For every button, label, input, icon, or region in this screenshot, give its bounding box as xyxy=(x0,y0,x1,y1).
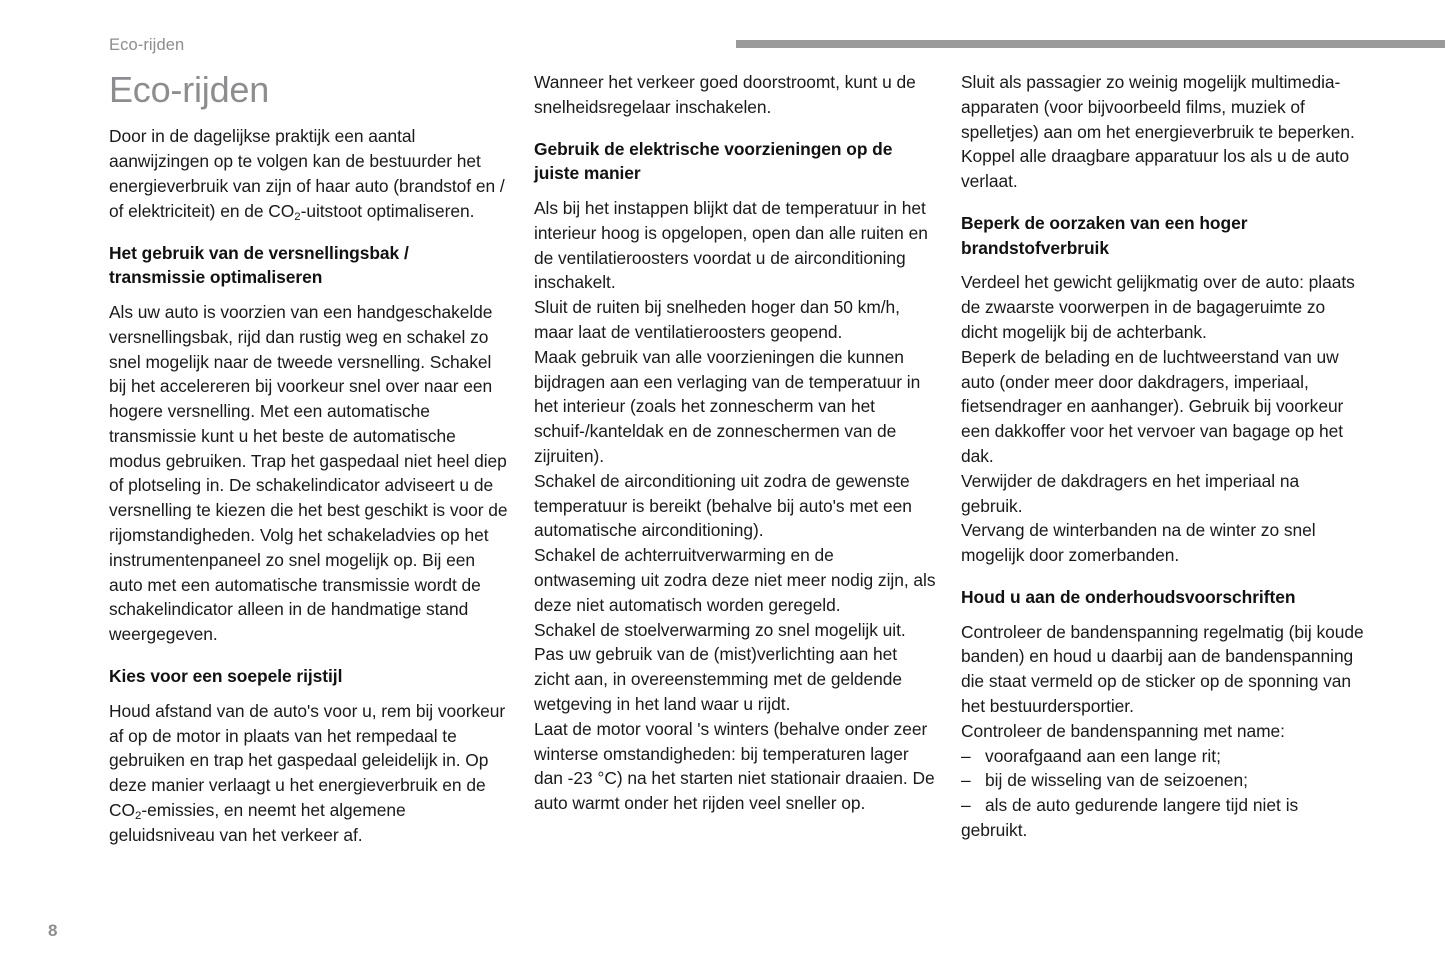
paragraph-engine-idle: Laat de motor vooral 's winters (behalve onder zeer winterse omstandigheden: bij temperaturen lager dan -23 °C) na het starten niet stationair draaien. De auto warmt onder het rijden veel sneller op. xyxy=(534,718,935,814)
dash-bullet-icon: – xyxy=(961,795,971,816)
list-item xyxy=(961,768,1365,793)
paragraph-winter-tyres: Vervang de winterbanden na de winter zo snel mogelijk door zomerbanden. xyxy=(961,520,1316,566)
paragraph-interior-temperature: Als bij het instappen blijkt dat de temperatuur in het interieur hoog is opgelopen, open dan alle ruiten en de ventilatieroosters voordat u de airconditioning inschakelt. xyxy=(534,198,928,293)
dash-bullet-icon: – xyxy=(961,770,971,791)
paragraph-rear-demist: Schakel de achterruitverwarming en de ontwaseming uit zodra deze niet meer nodig zijn, als deze niet automatisch worden geregeld. xyxy=(534,545,936,615)
column-right xyxy=(961,70,1365,848)
list-item-label: als de auto gedurende langere tijd niet is xyxy=(985,795,1299,816)
page-footer xyxy=(0,903,1445,963)
paragraph-smooth-driving xyxy=(109,699,509,848)
list-item-label: bij de wisseling van de seizoenen; xyxy=(985,770,1248,791)
paragraph-cruise-control: Wanneer het verkeer goed doorstroomt, kunt u de snelheidsregelaar inschakelen. xyxy=(534,72,916,117)
list-item xyxy=(961,793,1365,818)
column-left xyxy=(109,70,509,848)
paragraph-check-pressure-intro: Controleer de bandenspanning met name: xyxy=(961,720,1285,741)
section-heading-electrical: Gebruik de elektrische voorzieningen op de juiste manier xyxy=(534,138,893,184)
paragraph-seat-heating: Schakel de stoelverwarming zo snel mogelijk uit. xyxy=(534,619,906,640)
running-head: Eco-rijden xyxy=(109,36,185,54)
dash-bullet-icon: – xyxy=(961,745,971,766)
paragraph-weight-distribution: Verdeel het gewicht gelijkmatig over de auto: plaats de zwaarste voorwerpen in de bagageruimte zo dicht mogelijk bij de achterbank. xyxy=(961,272,1355,342)
co2-subscript: 2 xyxy=(294,210,301,223)
content-columns xyxy=(0,70,1445,848)
paragraph-smooth-driving-text-a: Houd afstand van de auto's voor u, rem bij voorkeur af op de motor in plaats van het rempedaal te gebruiken en trap het gaspedaal geleidelijk in. Op deze manier verlaagt u het energieverbruik en de CO xyxy=(109,700,506,820)
paragraph-unplug-devices: Koppel alle draagbare apparatuur los als u de auto verlaat. xyxy=(961,146,1350,192)
paragraph-tyre-pressure: Controleer de bandenspanning regelmatig (bij koude banden) en houd u daarbij aan de bandenspanning die staat vermeld op de sticker op de sponning van het bestuurdersportier. xyxy=(961,621,1364,717)
paragraph-aircon-off: Schakel de airconditioning uit zodra de gewenste temperatuur is bereikt (behalve bij auto's met een automatische airconditioning). xyxy=(534,470,912,541)
paragraph-load-drag: Beperk de belading en de luchtweerstand van uw auto (onder meer door dakdragers, imperiaal, fietsendrager en aanhanger). Gebruik bij voorkeur een dakkoffer voor het vervoer van bagage op het dak. xyxy=(961,346,1344,466)
list-item xyxy=(961,744,1365,769)
paragraph-intro-text-a: Door in de dagelijkse praktijk een aantal aanwijzingen op te volgen kan de bestuurder het energieverbruik van zijn of haar auto (brandstof en / of elektriciteit) en de CO xyxy=(109,126,505,221)
section-heading-fuel-causes: Beperk de oorzaken van een hoger brandstofverbruik xyxy=(961,212,1248,258)
section-heading-gearbox: Het gebruik van de versnellingsbak / transmissie optimaliseren xyxy=(109,242,409,288)
tyre-pressure-check-list xyxy=(961,744,1365,818)
paragraph-intro xyxy=(109,124,509,223)
header-rule xyxy=(736,40,1445,48)
page-title: Eco-rijden xyxy=(109,69,270,110)
paragraph-close-windows: Sluit de ruiten bij snelheden hoger dan 50 km/h, maar laat de ventilatieroosters geopend. xyxy=(534,297,900,342)
paragraph-gearbox: Als uw auto is voorzien van een handgeschakelde versnellingsbak, rijd dan rustig weg en schakel zo snel mogelijk naar de tweede versnelling. Schakel bij het accelereren bij voorkeur snel over naar een hogere versnelling. Met een automatische transmissie kunt u het beste de automatische modus gebruiken. Trap het gaspedaal niet heel diep of plotseling in. De schakelindicator adviseert u de versnelling te kiezen die het best geschikt is voor de rijomstandigheden. Volg het schakeladvies op het instrumentenpaneel zo snel mogelijk op. Bij een auto met een automatische transmissie wordt de schakelindicator alleen in de handmatige stand weergegeven. xyxy=(109,301,508,645)
paragraph-intro-text-b: -uitstoot optimaliseren. xyxy=(300,200,475,221)
co2-subscript: 2 xyxy=(135,810,142,823)
page-header xyxy=(0,0,1445,70)
paragraph-sun-blinds: Maak gebruik van alle voorzieningen die kunnen bijdragen aan een verlaging van de temperatuur in het interieur (zoals het zonnescherm van het schuif-/kanteldak en de zonneschermen van de zijruiten). xyxy=(534,346,921,466)
page-number: 8 xyxy=(48,921,58,940)
section-heading-maintenance: Houd u aan de onderhoudsvoorschriften xyxy=(961,586,1296,607)
section-heading-smooth-driving: Kies voor een soepele rijstijl xyxy=(109,666,343,687)
column-middle xyxy=(534,70,937,848)
paragraph-fog-lights: Pas uw gebruik van de (mist)verlichting aan het zicht aan, in overeenstemming met de geldende wetgeving in het land waar u rijdt. xyxy=(534,644,903,714)
paragraph-remove-roof-bars: Verwijder de dakdragers en het imperiaal na gebruik. xyxy=(961,470,1300,516)
paragraph-multimedia: Sluit als passagier zo weinig mogelijk multimedia-apparaten (voor bijvoorbeeld films, muziek of spelletjes) aan om het energieverbruik te beperken. xyxy=(961,72,1355,142)
paragraph-list-tail: gebruikt. xyxy=(961,820,1028,841)
list-item-label: voorafgaand aan een lange rit; xyxy=(985,745,1221,766)
paragraph-smooth-driving-text-b: -emissies, en neemt het algemene geluidsniveau van het verkeer af. xyxy=(109,799,406,845)
